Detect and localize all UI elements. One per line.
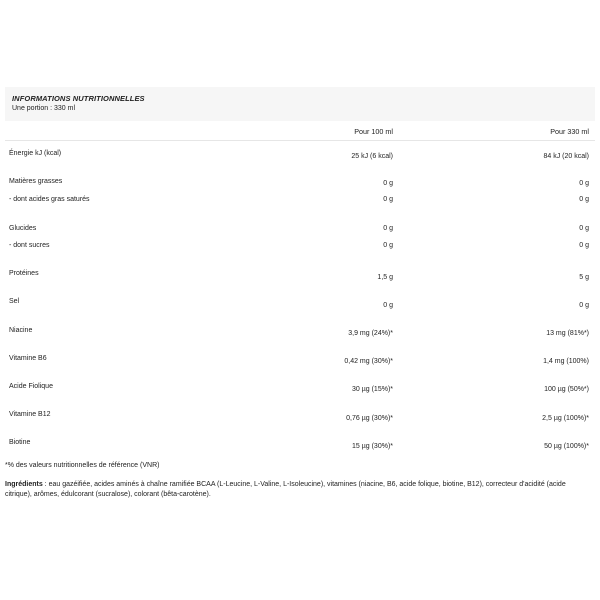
row-value-sugars-100: 0 g: [383, 242, 393, 249]
row-value-saturated-100: 0 g: [383, 196, 393, 203]
row-label-vitamin-b6: Vitamine B6: [9, 355, 47, 362]
row-label-biotin: Biotine: [9, 439, 31, 446]
row-value-energy-100: 25 kJ (6 kcal): [351, 153, 393, 160]
row-label-niacin: Niacine: [9, 327, 33, 334]
ingredients-label: Ingrédients: [5, 481, 43, 488]
row-value-biotin-330: 50 µg (100%)*: [544, 443, 589, 450]
row-value-energy-330: 84 kJ (20 kcal): [543, 153, 589, 160]
row-label-energy: Énergie kJ (kcal): [9, 150, 62, 157]
row-value-salt-100: 0 g: [383, 302, 393, 309]
row-value-carbs-330: 0 g: [579, 225, 589, 232]
row-value-saturated-330: 0 g: [579, 196, 589, 203]
nutrition-title: INFORMATIONS NUTRITIONNELLES: [12, 94, 145, 103]
row-value-protein-100: 1,5 g: [377, 274, 393, 281]
header-divider: [5, 140, 595, 141]
row-value-salt-330: 0 g: [579, 302, 589, 309]
row-value-b6-100: 0,42 mg (30%)*: [344, 358, 393, 365]
column-header-per100: Pour 100 ml: [354, 127, 393, 136]
row-value-b12-330: 2,5 µg (100%)*: [542, 415, 589, 422]
row-value-fat-100: 0 g: [383, 180, 393, 187]
ingredients-list: : eau gazéifiée, acides aminés à chaîne ramifiée BCAA (L-Leucine, L-Valine, L-Isoleucine), vitamines (niacine, B6, acide folique, biotine, B12), correcteur d'acidité (acide citrique), arômes, édulcorant (sucralose), colorant (bêta-carotène).: [5, 481, 566, 498]
column-header-per330: Pour 330 ml: [550, 127, 589, 136]
row-value-carbs-100: 0 g: [383, 225, 393, 232]
row-value-folic-100: 30 µg (15%)*: [352, 386, 393, 393]
row-value-protein-330: 5 g: [579, 274, 589, 281]
row-value-niacin-100: 3,9 mg (24%)*: [348, 330, 393, 337]
portion-size: Une portion : 330 ml: [12, 105, 76, 112]
nutrition-header: [5, 87, 595, 121]
row-value-biotin-100: 15 µg (30%)*: [352, 443, 393, 450]
row-value-folic-330: 100 µg (50%*): [544, 386, 589, 393]
row-label-sugars: - dont sucres: [9, 242, 50, 249]
row-label-salt: Sel: [9, 298, 20, 305]
row-label-protein: Protéines: [9, 270, 39, 277]
row-label-folic-acid: Acide Fiolique: [9, 383, 53, 390]
row-value-sugars-330: 0 g: [579, 242, 589, 249]
ingredients-text: [5, 480, 590, 500]
footnote-vnr: *% des valeurs nutritionnelles de référence (VNR): [5, 462, 160, 469]
row-value-fat-330: 0 g: [579, 180, 589, 187]
row-value-b12-100: 0,76 µg (30%)*: [346, 415, 393, 422]
row-value-niacin-330: 13 mg (81%*): [546, 330, 589, 337]
row-label-carbs: Glucides: [9, 225, 37, 232]
row-label-saturated-fat: - dont acides gras saturés: [9, 196, 90, 203]
row-label-fat: Matières grasses: [9, 178, 63, 185]
row-value-b6-330: 1,4 mg (100%): [543, 358, 589, 365]
row-label-vitamin-b12: Vitamine B12: [9, 411, 51, 418]
